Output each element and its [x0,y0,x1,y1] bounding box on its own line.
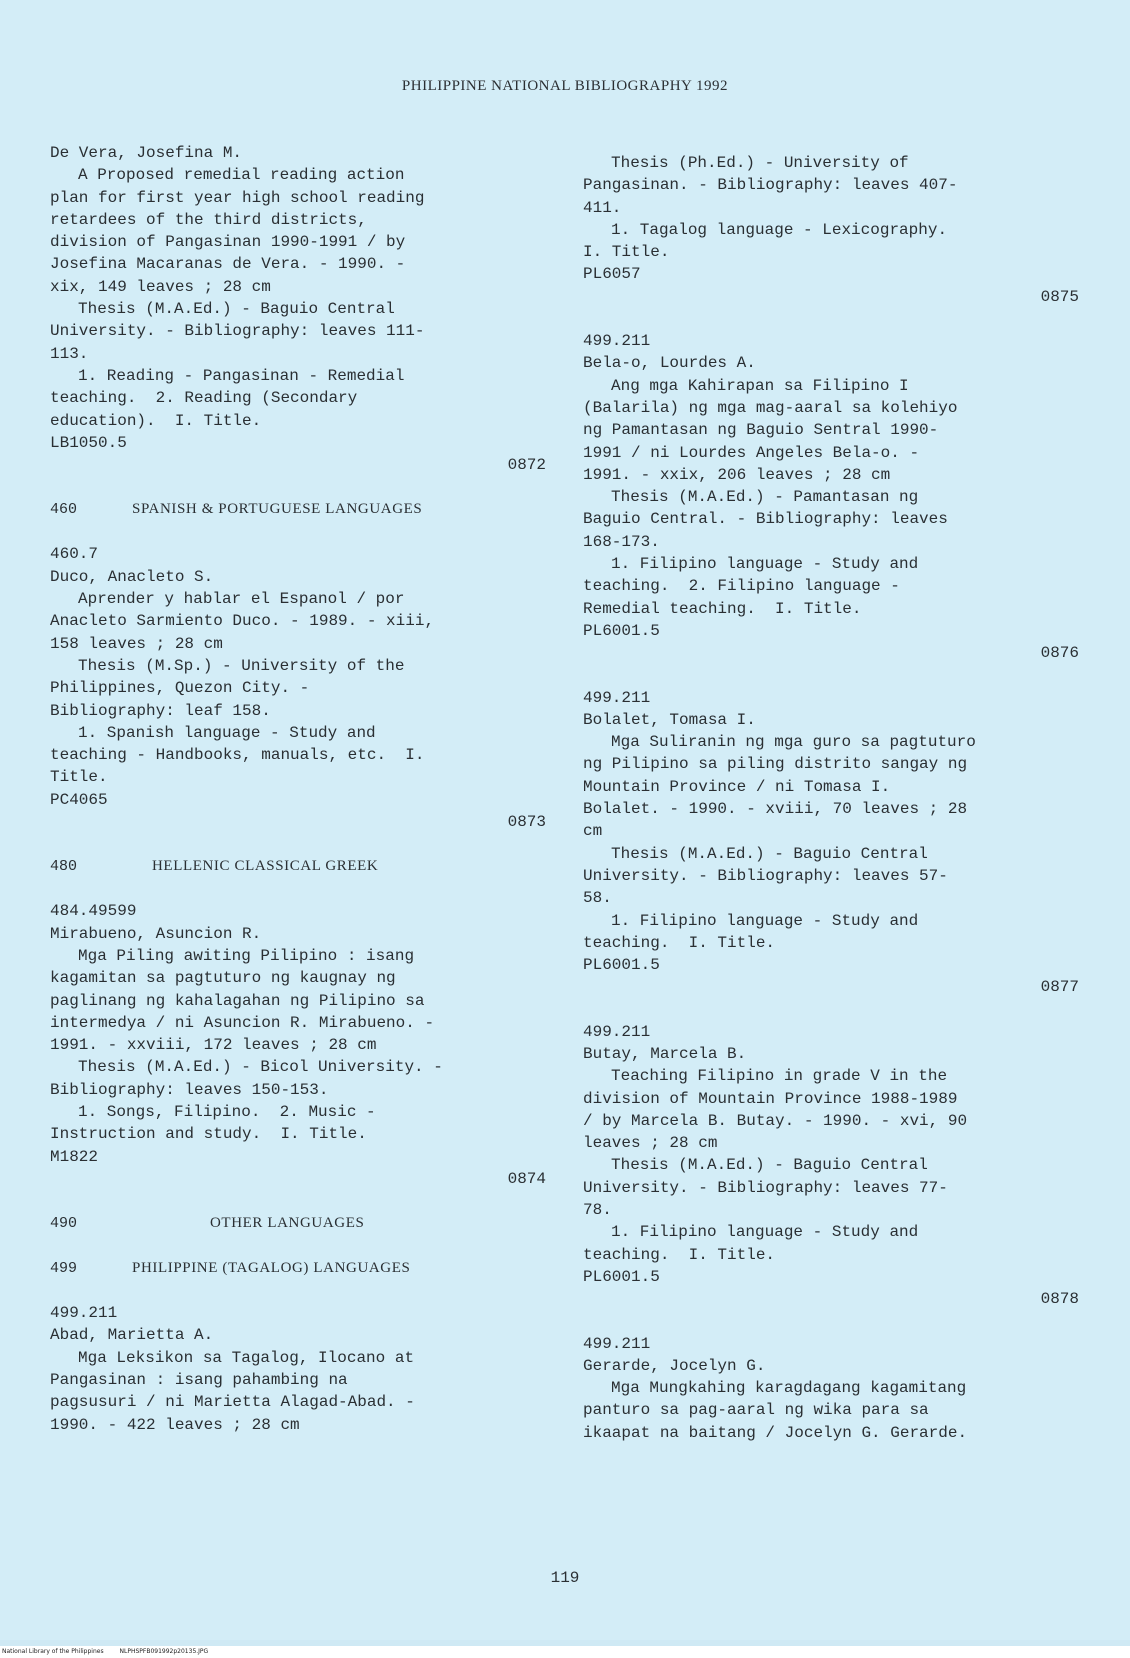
entry-accession-number: 0876 [1040,644,1079,663]
entry-note-line: Thesis (M.A.Ed.) - Baguio Central [611,844,928,863]
entry-note-line: Thesis (M.Sp.) - University of the [78,656,405,675]
right-column [583,152,1083,1444]
left-column [50,142,550,1436]
entry-title-line: 1990. - 422 leaves ; 28 cm [50,1415,300,1434]
entry-author: Duco, Anacleto S. [50,567,214,586]
entry-call-number: PL6001.5 [583,956,660,975]
entry-class-number: 499.211 [583,1022,651,1041]
entry-0875-start [50,1302,550,1436]
section-number: 499 [50,1260,78,1278]
entry-accession-number: 0877 [1040,978,1079,997]
entry-note-line: University. - Bibliography: leaves 111- [50,322,425,341]
entry-author: Bela-o, Lourdes A. [583,354,756,373]
entry-title-line: 1991. - xxviii, 172 leaves ; 28 cm [50,1036,377,1055]
entry-note-line: University. - Bibliography: leaves 77- [583,1178,948,1197]
entry-call-number: M1822 [50,1147,99,1166]
entry-call-number: PL6001.5 [583,1267,660,1286]
entry-note-line: 168-173. [583,532,660,551]
entry-subject-line: teaching. I. Title. [583,933,776,952]
section-title: OTHER LANGUAGES [210,1215,365,1232]
entry-title-line: Aprender y hablar el Espanol / por [78,590,405,609]
section-title: PHILIPPINE (TAGALOG) LANGUAGES [132,1260,411,1277]
entry-0879-start [583,1333,1083,1444]
entry-accession-number: 0875 [1040,287,1079,306]
entry-subject-line: I. Title. [583,243,670,262]
entry-subject-line: Title. [50,768,108,787]
entry-note-line: Thesis (M.A.Ed.) - Pamantasan ng [611,488,919,507]
entry-subject-line: Instruction and study. I. Title. [50,1125,367,1144]
entry-title-line: leaves ; 28 cm [583,1134,718,1153]
entry-title-line: paglinang ng kahalagahan ng Pilipino sa [50,991,425,1010]
entry-subject-line: 1. Reading - Pangasinan - Remedial [78,366,405,385]
entry-class-number: 460.7 [50,545,99,564]
entry-note-line: Thesis (M.A.Ed.) - Baguio Central [611,1156,928,1175]
page-header: PHILIPPINE NATIONAL BIBLIOGRAPHY 1992 [401,78,729,94]
section-number: 490 [50,1215,78,1233]
entry-note-line: Baguio Central. - Bibliography: leaves [583,510,948,529]
entry-note-line: Bibliography: leaf 158. [50,701,271,720]
entry-title-line: Pangasinan : isang pahambing na [50,1371,348,1390]
section-number: 480 [50,858,78,876]
entry-note-line: Thesis (M.A.Ed.) - Baguio Central [78,300,395,319]
entry-title-line: 1991. - xxix, 206 leaves ; 28 cm [583,465,891,484]
entry-title-line: panturo sa pag-aaral ng wika para sa [583,1401,929,1420]
entry-subject-line: 1. Filipino language - Study and [611,911,919,930]
entry-title-line: cm [583,822,603,841]
section-heading-480 [50,855,550,878]
entry-0875-continued [583,152,1083,308]
entry-title-line: 158 leaves ; 28 cm [50,634,223,653]
section-heading-490 [50,1212,550,1235]
entry-title-line: plan for first year high school reading [50,188,425,207]
entry-note-line: 411. [583,198,622,217]
entry-accession-number: 0872 [507,456,546,475]
entry-title-line: Mga Suliranin ng mga guro sa pagtuturo [611,733,976,752]
entry-note-line: Thesis (M.A.Ed.) - Bicol University. - [78,1058,443,1077]
entry-title-line: Mountain Province / ni Tomasa I. [583,777,891,796]
entry-author: Butay, Marcela B. [583,1044,747,1063]
entry-title-line: Josefina Macaranas de Vera. - 1990. - [50,255,406,274]
entry-note-line: University. - Bibliography: leaves 57- [583,866,948,885]
entry-class-number: 499.211 [583,688,651,707]
entry-subject-line: teaching. 2. Reading (Secondary [50,389,358,408]
section-heading-460 [50,498,550,521]
entry-0878 [583,1021,1083,1311]
entry-subject-line: 1. Filipino language - Study and [611,1223,919,1242]
entry-accession-number: 0878 [1040,1290,1079,1309]
entry-title-line: Mga Piling awiting Pilipino : isang [78,946,415,965]
entry-subject-line: 1. Filipino language - Study and [611,555,919,574]
entry-title-line: Mga Mungkahing karagdagang kagamitang [611,1379,967,1398]
entry-title-line: Anacleto Sarmiento Duco. - 1989. - xiii, [50,612,435,631]
entry-subject-line: teaching. 2. Filipino language - [583,577,900,596]
entry-call-number: PL6057 [583,265,641,284]
entry-class-number: 499.211 [583,332,651,351]
footer-library: National Library of the Philippines [2,1648,104,1655]
entry-class-number: 484.49599 [50,902,137,921]
entry-author: Abad, Marietta A. [50,1326,214,1345]
entry-0872 [50,142,550,476]
entry-accession-number: 0874 [507,1169,546,1188]
entry-title-line: ng Pilipino sa piling distrito sangay ng [583,755,968,774]
entry-title-line: Ang mga Kahirapan sa Filipino I [611,376,909,395]
entry-author: Gerarde, Jocelyn G. [583,1356,766,1375]
entry-title-line: Teaching Filipino in grade V in the [611,1067,948,1086]
entry-note-line: Philippines, Quezon City. - [50,679,310,698]
entry-call-number: PL6001.5 [583,621,660,640]
entry-0876 [583,330,1083,664]
entry-subject-line: 1. Spanish language - Study and [78,723,376,742]
entry-title-line: 1991 / ni Lourdes Angeles Bela-o. - [583,443,920,462]
scan-footer [0,1646,1130,1658]
entry-subject-line: 1. Tagalog language - Lexicography. [611,220,948,239]
section-number: 460 [50,501,78,519]
section-title: SPANISH & PORTUGUESE LANGUAGES [132,501,423,518]
entry-0874 [50,900,550,1190]
entry-author: De Vera, Josefina M. [50,144,243,162]
entry-title-line: ikaapat na baitang / Jocelyn G. Gerarde. [583,1423,968,1442]
entry-accession-number: 0873 [507,813,546,832]
entry-title-line: (Balarila) ng mga mag-aaral sa kolehiyo [583,398,958,417]
entry-title-line: kagamitan sa pagtuturo ng kaugnay ng [50,969,396,988]
entry-subject-line: education). I. Title. [50,411,262,430]
entry-subject-line: Remedial teaching. I. Title. [583,599,862,618]
entry-title-line: Bolalet. - 1990. - xviii, 70 leaves ; 28 [583,800,968,819]
entry-title-line: division of Pangasinan 1990-1991 / by [50,233,406,252]
entry-title-line: division of Mountain Province 1988-1989 [583,1089,958,1108]
entry-title-line: Mga Leksikon sa Tagalog, Ilocano at [78,1348,415,1367]
entry-author: Mirabueno, Asuncion R. [50,924,262,943]
entry-subject-line: teaching - Handbooks, manuals, etc. I. [50,746,425,765]
section-heading-499 [50,1257,550,1280]
entry-title-line: ng Pamantasan ng Baguio Sentral 1990- [583,421,939,440]
entry-call-number: LB1050.5 [50,433,127,452]
entry-title-line: / by Marcela B. Butay. - 1990. - xvi, 90 [583,1111,968,1130]
entry-call-number: PC4065 [50,790,108,809]
entry-0877 [583,687,1083,999]
entry-title-line: A Proposed remedial reading action [78,166,405,185]
entry-title-line: intermedya / ni Asuncion R. Mirabueno. - [50,1013,435,1032]
entry-note-line: 78. [583,1201,612,1220]
entry-title-line: xix, 149 leaves ; 28 cm [50,277,271,296]
entry-note-line: Thesis (Ph.Ed.) - University of [611,154,909,172]
entry-class-number: 499.211 [50,1304,118,1323]
entry-note-line: Pangasinan. - Bibliography: leaves 407- [583,176,958,195]
entry-class-number: 499.211 [583,1334,651,1353]
footer-filename: NLPHSPFB091992p20135.JPG [119,1648,209,1655]
entry-title-line: retardees of the third districts, [50,210,367,229]
page-number: 119 [550,1569,580,1587]
entry-subject-line: 1. Songs, Filipino. 2. Music - [78,1102,376,1121]
entry-subject-line: teaching. I. Title. [583,1245,776,1264]
section-title: HELLENIC CLASSICAL GREEK [152,858,379,875]
entry-note-line: Bibliography: leaves 150-153. [50,1080,329,1099]
entry-note-line: 113. [50,344,89,363]
entry-0873 [50,543,550,833]
entry-note-line: 58. [583,889,612,908]
entry-author: Bolalet, Tomasa I. [583,710,756,729]
entry-title-line: pagsusuri / ni Marietta Alagad-Abad. - [50,1393,415,1412]
